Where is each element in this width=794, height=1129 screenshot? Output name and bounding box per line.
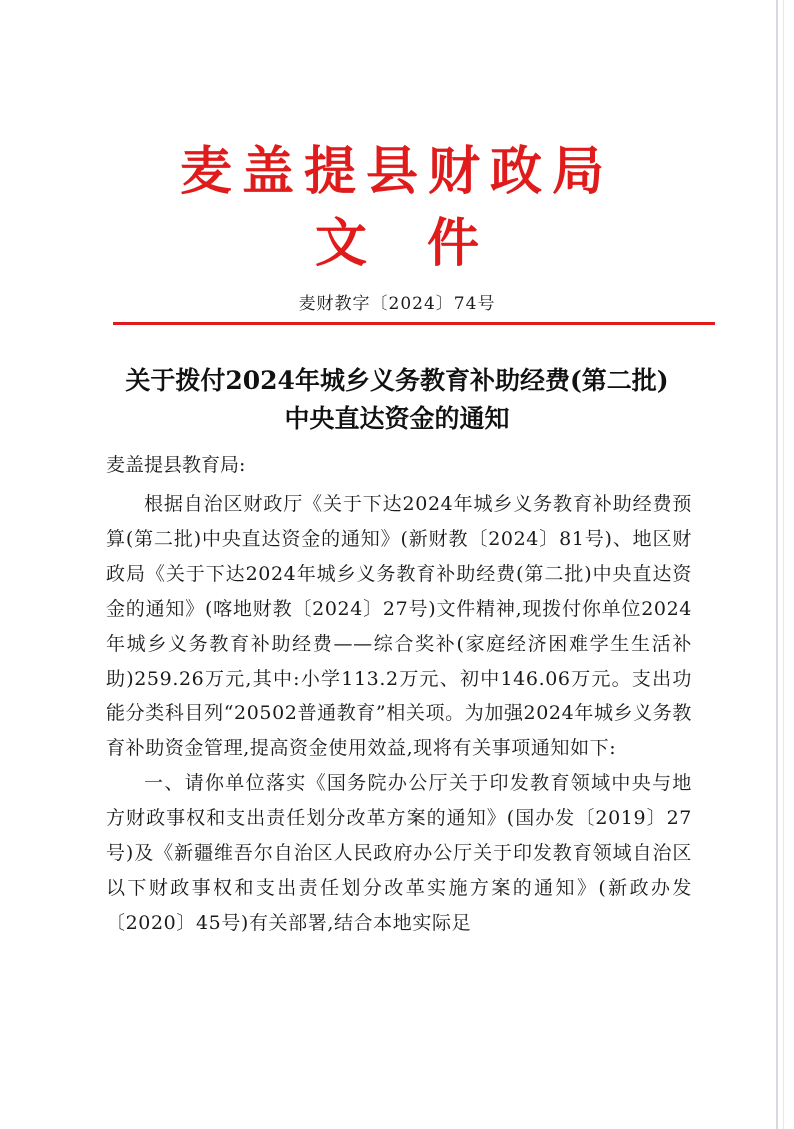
issuer-name: 麦盖提县财政局 [179, 142, 614, 202]
document-body [106, 487, 692, 941]
document-number: 麦财教字〔2024〕74号 [298, 294, 496, 314]
body-paragraph: 根据自治区财政厅《关于下达2024年城乡义务教育补助经费预算(第二批)中央直达资金的通知》(新财教〔2024〕81号)、地区财政局《关于下达2024年城乡义务教育补助经费(第二批)中央直达资金的通知》(喀地财教〔2024〕27号)文件精神,现拨付你单位2024年城乡义务教育补助经费——综合奖补(家庭经济困难学生生活补助)259.26万元,其中:小学113.2万元、初中146.06万元。支出功能分类科目列“20502普通教育”相关项。为加强2024年城乡义务教育补助资金管理,提高资金使用效益,现将有关事项通知如下: [106, 493, 692, 760]
document-header-word: 文件 [314, 214, 539, 274]
title-line-1: 关于拨付2024年城乡义务教育补助经费(第二批) [125, 366, 669, 395]
red-divider-line [113, 322, 715, 325]
document-title [80, 362, 714, 438]
addressee: 麦盖提县教育局: [106, 454, 246, 476]
body-paragraph: 一、请你单位落实《国务院办公厅关于印发教育领域中央与地方财政事权和支出责任划分改革方案的通知》(国办发〔2019〕27号)及《新疆维吾尔自治区人民政府办公厅关于印发教育领域自治区以下财政事权和支出责任划分改革实施方案的通知》(新政办发〔2020〕45号)有关部署,结合本地实际足 [106, 772, 692, 934]
title-line-2: 中央直达资金的通知 [284, 404, 510, 433]
